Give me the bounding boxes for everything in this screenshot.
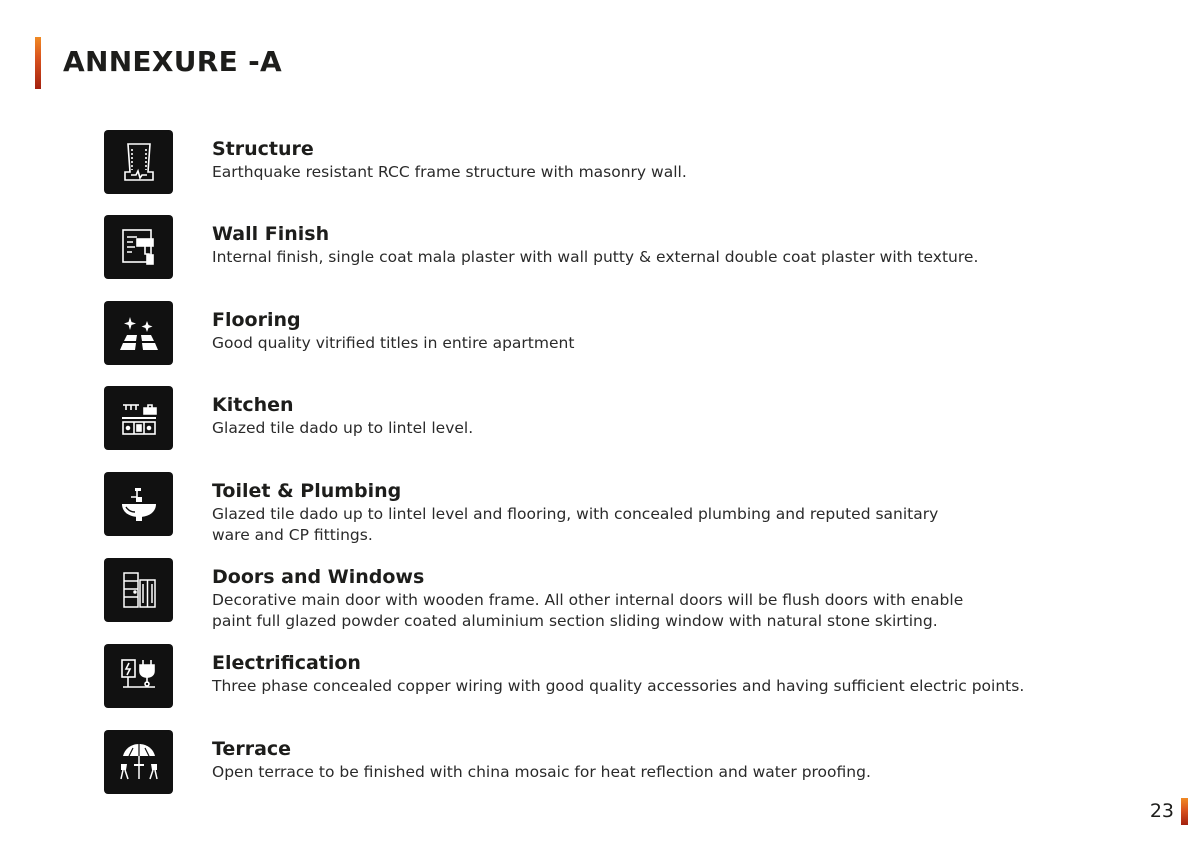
page-number-accent-bar [1181, 798, 1188, 825]
spec-heading: Terrace [212, 738, 292, 760]
spec-heading: Flooring [212, 309, 301, 331]
structure-icon [104, 130, 173, 194]
page-title: ANNEXURE -A [63, 45, 283, 78]
spec-description: Glazed tile dado up to lintel level. [212, 419, 474, 437]
spec-heading: Electrification [212, 652, 361, 674]
doors-windows-icon [104, 558, 173, 622]
flooring-icon [104, 301, 173, 365]
spec-heading: Doors and Windows [212, 566, 425, 588]
title-accent-bar [35, 37, 41, 89]
kitchen-icon [104, 386, 173, 450]
wall-finish-icon [104, 215, 173, 279]
page-number: 23 [1149, 800, 1174, 822]
spec-description: Earthquake resistant RCC frame structure with masonry wall. [212, 163, 687, 181]
spec-description: Three phase concealed copper wiring with good quality accessories and having sufficient electric points. [212, 677, 1025, 695]
spec-heading: Kitchen [212, 394, 294, 416]
spec-heading: Wall Finish [212, 223, 330, 245]
toilet-plumbing-icon [104, 472, 173, 536]
terrace-icon [104, 730, 173, 794]
spec-description: Internal finish, single coat mala plaster with wall putty & external double coat plaster with texture. [212, 248, 979, 266]
spec-heading: Toilet & Plumbing [212, 480, 402, 502]
electrification-icon [104, 644, 173, 708]
spec-heading: Structure [212, 138, 314, 160]
spec-description: Open terrace to be finished with china mosaic for heat reflection and water proofing. [212, 763, 871, 781]
spec-description: Decorative main door with wooden frame. All other internal doors will be flush doors with enable paint full glazed powder coated aluminium section sliding window with natural stone skirting. [212, 591, 964, 630]
spec-description: Good quality vitrified titles in entire apartment [212, 334, 575, 352]
spec-description: Glazed tile dado up to lintel level and flooring, with concealed plumbing and reputed sanitary ware and CP fittings. [212, 505, 939, 544]
